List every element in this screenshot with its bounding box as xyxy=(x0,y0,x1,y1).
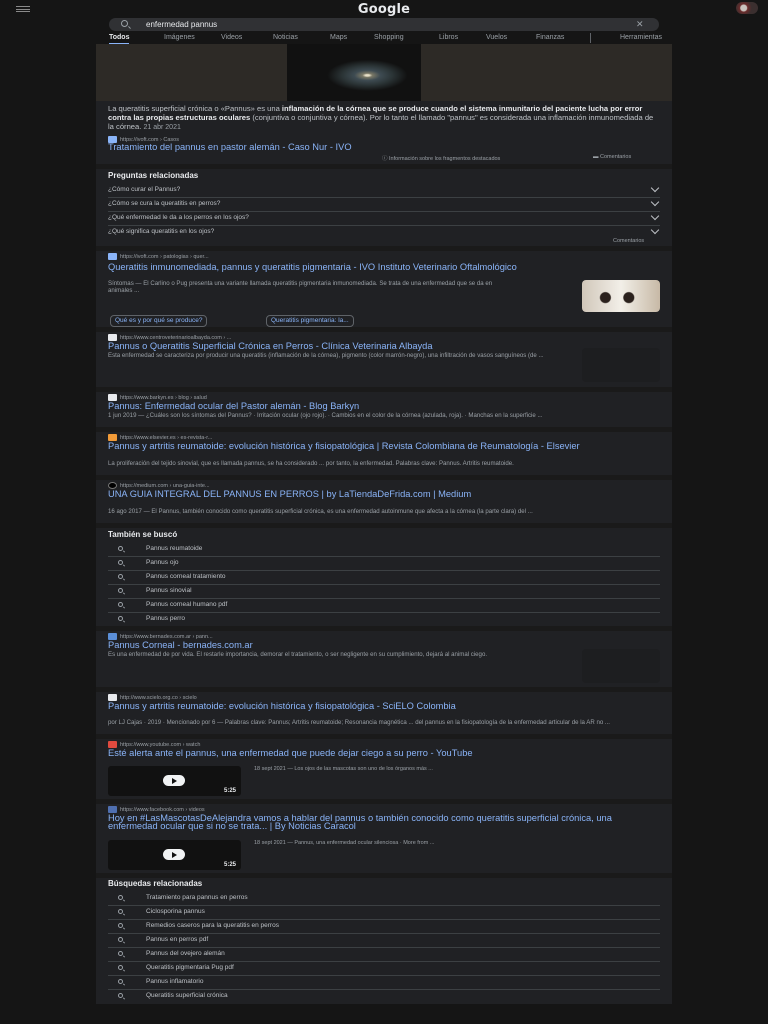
result-source xyxy=(108,806,205,813)
search-icon[interactable] xyxy=(121,20,128,27)
question-row-1[interactable] xyxy=(108,183,660,197)
search-icon xyxy=(118,574,123,579)
search-bar xyxy=(109,18,659,31)
play-icon[interactable] xyxy=(163,849,185,860)
search-icon xyxy=(118,602,123,607)
top-bar xyxy=(0,0,768,18)
tabs-separator xyxy=(590,33,591,43)
result-snippet: Síntomas — El Carlino o Pug presenta una variante llamada queratitis pigmentaria inmunomediada. Se trata de una enfermedad que se da en animales ... xyxy=(108,280,493,294)
search-icon xyxy=(118,951,123,956)
related-text: Queratitis pigmentaria Pug pdf xyxy=(146,964,234,971)
related-item[interactable] xyxy=(108,891,660,905)
tab-herramientas[interactable]: Herramientas xyxy=(620,34,663,41)
avatar[interactable] xyxy=(736,2,758,14)
related-text: Queratitis superficial crónica xyxy=(146,992,228,999)
clear-icon[interactable]: ✕ xyxy=(636,19,644,29)
search-icon xyxy=(118,909,123,914)
also-searched-item[interactable] xyxy=(108,584,660,598)
sitelink-chip[interactable]: Qué es y por qué se produce? xyxy=(110,315,207,327)
result-snippet: La proliferación del tejido sinovial, que es llamada pannus, se ha considerado ... por tanto, la enfermedad. Palabras clave: Pannus. Artritis reumatoide. xyxy=(108,460,514,467)
search-icon xyxy=(118,546,123,551)
related-item[interactable] xyxy=(108,975,660,989)
tab-todos[interactable]: Todos xyxy=(109,34,130,41)
result-title[interactable]: UNA GUIA INTEGRAL DEL PANNUS EN PERROS | by LaTiendaDeFrida.com | Medium xyxy=(108,489,472,499)
result-thumbnail[interactable] xyxy=(582,649,660,683)
related-text: Tratamiento para pannus en perros xyxy=(146,894,248,901)
question-text: ¿Qué enfermedad le da a los perros en los ojos? xyxy=(108,214,249,221)
result-snippet: Esta enfermedad se caracteriza por producir una queratitis (inflamación de la córnea), pigmento (color marrón-negro), una infiltración de vasos sanguíneos (de ... xyxy=(108,352,544,359)
question-text: ¿Cómo curar el Pannus? xyxy=(108,186,181,193)
section-divider xyxy=(96,246,672,251)
chevron-down-icon xyxy=(651,184,659,192)
related-title: Búsquedas relacionadas xyxy=(108,879,203,888)
video-thumbnail[interactable] xyxy=(108,840,241,870)
search-icon xyxy=(118,923,123,928)
result-url: https://www.barkyn.es › blog › salud xyxy=(120,394,207,401)
section-divider xyxy=(96,687,672,692)
also-searched-item[interactable] xyxy=(108,556,660,570)
tab-finanzas[interactable]: Finanzas xyxy=(536,34,565,41)
result-snippet: 1 jun 2019 — ¿Cuáles son los síntomas del Pannus? · Irritación ocular (ojo rojo). · Cambios en el color de la córnea (azulada, roja). · Manchas en la superficie ... xyxy=(108,412,543,419)
section-divider xyxy=(96,475,672,480)
section-divider xyxy=(96,327,672,332)
featured-info-link[interactable]: ⓘ Información sobre los fragmentos destacados xyxy=(382,156,501,162)
related-item[interactable] xyxy=(108,933,660,947)
related-item[interactable] xyxy=(108,989,660,1003)
question-row-3[interactable] xyxy=(108,211,660,225)
scielo-favicon xyxy=(108,694,117,701)
search-icon xyxy=(118,588,123,593)
also-searched-text: Pannus sinovial xyxy=(146,587,192,594)
video-meta: 18 sept 2021 — Pannus, una enfermedad ocular silenciosa · More from ... xyxy=(254,840,435,846)
question-text: ¿Cómo se cura la queratitis en perros? xyxy=(108,200,221,207)
tab-imagenes[interactable]: Imágenes xyxy=(164,34,195,41)
featured-snippet-text xyxy=(108,104,660,132)
question-text: ¿Qué significa queratitis en los ojos? xyxy=(108,228,215,235)
search-icon xyxy=(118,616,123,621)
also-searched-title: También se buscó xyxy=(108,530,178,539)
result-source xyxy=(108,394,207,401)
result-url: https://www.youtube.com › watch xyxy=(120,741,201,748)
related-text: Pannus inflamatorio xyxy=(146,978,204,985)
tab-vuelos[interactable]: Vuelos xyxy=(486,34,508,41)
section-divider xyxy=(96,626,672,631)
related-text: Remedios caseros para la queratitis en perros xyxy=(146,922,279,929)
chevron-down-icon xyxy=(651,198,659,206)
tab-noticias[interactable]: Noticias xyxy=(273,34,298,41)
question-row-4[interactable] xyxy=(108,225,660,239)
medium-favicon xyxy=(108,482,117,489)
result-url: https://www.bernades.com.ar › pann... xyxy=(120,633,213,640)
paa-feedback[interactable]: Comentarios xyxy=(613,238,645,244)
pug-thumbnail[interactable] xyxy=(582,280,660,312)
result-title[interactable]: Pannus o Queratitis Superficial Crónica en Perros - Clínica Veterinaria Albayda xyxy=(108,341,433,351)
section-divider xyxy=(96,387,672,392)
search-icon xyxy=(118,979,123,984)
result-source xyxy=(108,434,212,441)
featured-image-area xyxy=(96,44,672,101)
related-item[interactable] xyxy=(108,919,660,933)
eye-image[interactable] xyxy=(287,44,421,101)
youtube-favicon xyxy=(108,741,117,748)
result-title[interactable]: Pannus y artritis reumatoide: evolución histórica y fisiopatológica - SciELO Colombia xyxy=(108,701,456,711)
result-snippet: Es una enfermedad de por vida. El restarle importancia, demorar el tratamiento, o ser negligente en su cumplimiento, dejará al animal ciego. xyxy=(108,651,488,658)
also-searched-item[interactable] xyxy=(108,612,660,626)
video-duration: 5:25 xyxy=(223,862,236,868)
video-thumbnail[interactable] xyxy=(108,766,241,796)
result-source xyxy=(108,334,231,341)
result-source xyxy=(108,253,209,260)
also-searched-text: Pannus ojo xyxy=(146,559,179,566)
search-icon xyxy=(118,937,123,942)
section-divider xyxy=(96,873,672,878)
featured-title[interactable]: Tratamiento del pannus en pastor alemán - Caso Nur - IVO xyxy=(108,142,352,152)
result-url: https://ivoft.com › patologias › quer... xyxy=(120,253,209,260)
related-item[interactable] xyxy=(108,961,660,975)
search-icon xyxy=(118,560,123,565)
featured-info-text: Información sobre los fragmentos destacados xyxy=(389,156,501,162)
result-thumbnail[interactable] xyxy=(582,348,660,382)
tab-maps[interactable]: Maps xyxy=(330,34,348,41)
search-input[interactable] xyxy=(146,18,616,31)
result-source xyxy=(108,694,197,701)
related-item[interactable] xyxy=(108,905,660,919)
elsevier-favicon xyxy=(108,434,117,441)
ivo-favicon xyxy=(108,253,117,260)
also-searched-text: Pannus reumatoide xyxy=(146,545,203,552)
featured-text-after: (conjuntiva o conjuntiva y córnea). Por lo tanto el llamado "pannus" es considerada una inflamación inmunomediada de la córnea. xyxy=(108,113,654,131)
section-divider xyxy=(96,734,672,739)
also-searched-item[interactable] xyxy=(108,570,660,584)
result-url: https://www.facebook.com › videos xyxy=(120,806,205,813)
featured-source-url: https://ivoft.com › Casos xyxy=(120,136,179,143)
result-url: https://www.centroveterinarioalbayda.com › ... xyxy=(120,334,232,341)
video-meta: 18 sept 2021 — Los ojos de las mascotas son uno de los órganos más ... xyxy=(254,766,433,772)
result-title[interactable]: Queratitis inmunomediada, pannus y queratitis pigmentaria - IVO Instituto Veterinario Oftalmológico xyxy=(108,262,517,272)
featured-date: 21 abr 2021 xyxy=(143,124,181,131)
result-url: https://medium.com › una-guia-inte... xyxy=(120,482,210,489)
results-panel xyxy=(96,44,672,1004)
sitelink-chip[interactable]: Queratitis pigmentaria: la... xyxy=(266,315,354,327)
also-searched-text: Pannus corneal humano pdf xyxy=(146,601,228,608)
related-item[interactable] xyxy=(108,947,660,961)
section-divider xyxy=(96,164,672,169)
result-title[interactable]: Pannus Corneal - bernades.com.ar xyxy=(108,640,253,650)
chevron-down-icon xyxy=(651,226,659,234)
featured-feedback-link[interactable]: ▬ Comentarios xyxy=(593,154,632,160)
video-date: 18 sept 2021 xyxy=(254,766,286,772)
video-desc: Los ojos de las mascotas son uno de los órganos más ... xyxy=(294,766,433,772)
section-divider xyxy=(96,799,672,804)
result-title[interactable]: Pannus: Enfermedad ocular del Pastor alemán - Blog Barkyn xyxy=(108,401,360,411)
question-row-2[interactable] xyxy=(108,197,660,211)
google-logo[interactable]: Google xyxy=(357,2,411,17)
video-title[interactable]: Esté alerta ante el pannus, una enfermedad que puede dejar ciego a su perro - YouTube xyxy=(108,748,473,758)
result-url: https://www.elsevier.es › es-revista-r... xyxy=(120,434,213,441)
search-icon xyxy=(118,965,123,970)
tab-videos[interactable]: Videos xyxy=(221,34,243,41)
section-divider xyxy=(96,523,672,528)
result-snippet: 16 ago 2017 — El Pannus, también conocido como queratitis superficial crónica, es una enfermedad autoinmune que afecta a la córnea (la parte clara) del ... xyxy=(108,508,533,515)
tab-shopping[interactable]: Shopping xyxy=(374,34,404,41)
facebook-favicon xyxy=(108,806,117,813)
search-icon xyxy=(118,993,123,998)
also-searched-text: Pannus perro xyxy=(146,615,186,622)
bernades-favicon xyxy=(108,633,117,640)
result-source xyxy=(108,741,200,748)
video-title[interactable]: Hoy en #LasMascotasDeAlejandra vamos a hablar del pannus o también conocido como queratitis superficial crónica, una enfermedad ocular que si no se trata... | By Noticias Caracol xyxy=(108,813,612,831)
also-searched-item[interactable] xyxy=(108,542,660,556)
tab-libros[interactable]: Libros xyxy=(439,34,459,41)
play-icon[interactable] xyxy=(163,775,185,786)
section-divider xyxy=(96,427,672,432)
video-desc: Pannus, una enfermedad ocular silenciosa · More from ... xyxy=(294,840,435,846)
barkyn-favicon xyxy=(108,394,117,401)
chevron-down-icon xyxy=(651,212,659,220)
also-searched-text: Pannus corneal tratamiento xyxy=(146,573,226,580)
result-source xyxy=(108,482,210,489)
related-text: Pannus en perros pdf xyxy=(146,936,209,943)
related-text: Ciclosporina pannus xyxy=(146,908,205,915)
albayda-favicon xyxy=(108,334,117,341)
featured-text-before: La queratitis superficial crónica o «Pannus» es una xyxy=(108,104,282,113)
also-searched-item[interactable] xyxy=(108,598,660,612)
result-source xyxy=(108,633,213,640)
video-duration: 5:25 xyxy=(223,788,236,794)
related-text: Pannus del ovejero alemán xyxy=(146,950,225,957)
result-snippet: por LJ Cajas · 2019 · Mencionado por 6 — Palabras clave: Pannus; Artritis reumatoide; Resonancia magnética ... del pannus en la fisiopatología de la enfermedad articular de la AR no ... xyxy=(108,719,611,726)
featured-text-bold: inflamación de la córnea que se produce cuando el sistema inmunitario del paciente lucha por error contra las propias estructuras oculares xyxy=(108,104,643,122)
result-title[interactable]: Pannus y artritis reumatoide: evolución histórica y fisiopatológica | Revista Colombiana de Reumatología - Elsevier xyxy=(108,441,580,451)
featured-feedback-text: Comentarios xyxy=(600,154,632,160)
search-icon xyxy=(118,895,123,900)
result-url: http://www.scielo.org.co › scielo xyxy=(120,694,197,701)
paa-title: Preguntas relacionadas xyxy=(108,171,199,180)
video-date: 18 sept 2021 xyxy=(254,840,286,846)
